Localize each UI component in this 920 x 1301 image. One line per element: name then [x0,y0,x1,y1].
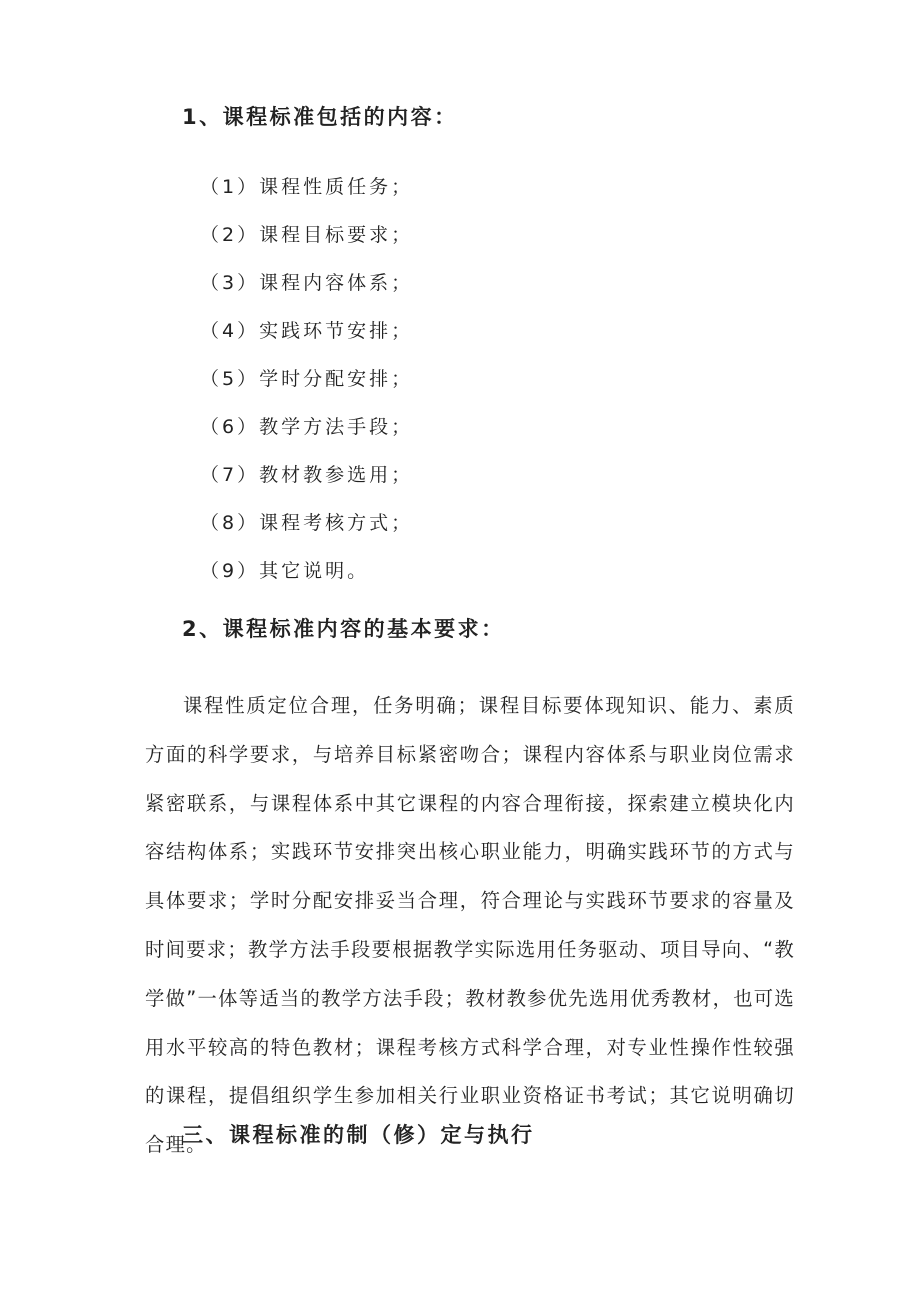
requirements-paragraph: 课程性质定位合理，任务明确；课程目标要体现知识、能力、素质方面的科学要求，与培养目标紧密吻合；课程内容体系与职业岗位需求紧密联系，与课程体系中其它课程的内容合理衔接，探索建立模块化内容结构体系；实践环节安排突出核心职业能力，明确实践环节的方式与具体要求；学时分配安排妥当合理，符合理论与实践环节要求的容量及时间要求；教学方法手段要根据教学实际选用任务驱动、项目导向、“教学做”一体等适当的教学方法手段；教材教参优先选用优秀教材，也可选用水平较高的特色教材；课程考核方式科学合理，对专业性操作性较强的课程，提倡组织学生参加相关行业职业资格证书考试；其它说明确切合理。 [145,694,795,1157]
list-item: （1）课程性质任务； [200,176,414,198]
list-item: （7）教材教参选用； [200,464,414,486]
list-item: （3）课程内容体系； [200,272,414,294]
section-2-heading: 2、课程标准内容的基本要求： [182,617,505,641]
list-item: （8）课程考核方式； [200,512,414,534]
section-3-heading: 三、课程标准的制（修）定与执行 [182,1123,535,1147]
list-item: （9）其它说明。 [200,560,370,582]
list-item: （5）学时分配安排； [200,368,414,390]
list-item: （4）实践环节安排； [200,320,414,342]
list-item: （6）教学方法手段； [200,416,414,438]
course-standard-content-list [200,170,413,602]
list-item: （2）课程目标要求； [200,224,414,246]
section-1-heading: 1、课程标准包括的内容： [182,105,458,129]
